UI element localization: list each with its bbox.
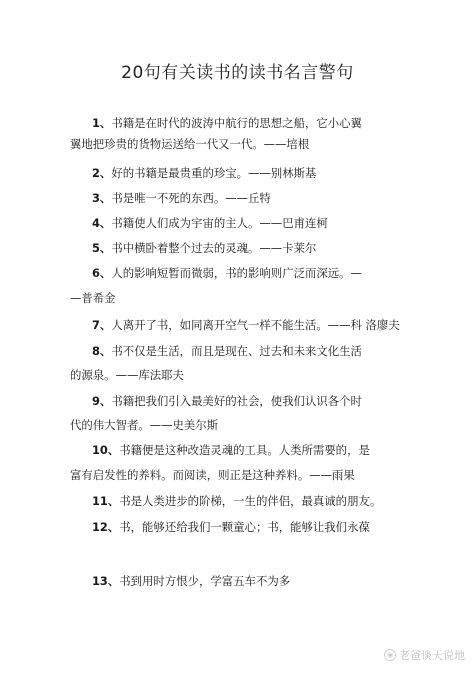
quote-8-line-1: 8、书不仅是生活，而且是现在、过去和未来文化生活 xyxy=(92,344,362,358)
quote-6-line-2: —普希金 xyxy=(70,291,116,305)
quote-number: 3、 xyxy=(92,191,112,205)
quote-number: 13、 xyxy=(92,574,120,588)
quote-11: 11、书是人类进步的阶梯，一生的伴侣，最真诚的朋友。 xyxy=(92,494,382,508)
quote-13: 13、书到用时方恨少，学富五车不为多 xyxy=(92,574,291,588)
quote-4: 4、书籍使人们成为宇宙的主人。——巴甫连柯 xyxy=(92,216,328,230)
watermark-text: 老爸谈天说地 xyxy=(399,649,465,662)
quote-8-line-2: 的源泉。——库法耶夫 xyxy=(70,368,184,382)
quote-10-line-2: 富有启发性的养料。而阅读，则正是这种养料。——雨果 xyxy=(70,468,355,482)
quote-number: 5、 xyxy=(92,241,112,255)
quote-9-line-1: 9、书籍把我们引入最美好的社会，使我们认识各个时 xyxy=(92,394,362,408)
quote-number: 9、 xyxy=(92,394,112,408)
quote-1-line-2: 翼地把珍贵的货物运送给一代又一代。——培根 xyxy=(70,137,310,151)
quote-7: 7、人离开了书，如同离开空气一样不能生活。——科 洛廖夫 xyxy=(92,318,400,332)
quote-6-line-1: 6、人的影响短暂而微弱，书的影响则广泛而深远。— xyxy=(92,266,362,280)
quote-number: 10、 xyxy=(92,443,120,457)
watermark xyxy=(384,647,465,663)
quote-number: 6、 xyxy=(92,266,112,280)
quote-number: 7、 xyxy=(92,318,112,332)
quote-10-line-1: 10、书籍便是这种改造灵魂的工具。人类所需要的，是 xyxy=(92,443,370,457)
watermark-logo-icon: ◉ xyxy=(384,649,396,661)
quote-number: 1、 xyxy=(92,116,112,130)
quote-number: 11、 xyxy=(92,494,120,508)
quote-1-line-1: 1、书籍是在时代的波涛中航行的思想之船，它小心翼 xyxy=(92,116,362,130)
quote-9-line-2: 代的伟大智者。——史美尔斯 xyxy=(70,418,219,432)
quote-3: 3、书是唯一不死的东西。——丘特 xyxy=(92,191,271,205)
quote-number: 4、 xyxy=(92,216,112,230)
quote-number: 8、 xyxy=(92,344,112,358)
quote-2: 2、好的书籍是最贵重的珍宝。——别林斯基 xyxy=(92,166,317,180)
page-title: 20句有关读书的读书名言警句 xyxy=(121,63,354,83)
quote-number: 2、 xyxy=(92,166,112,180)
quote-number: 12、 xyxy=(92,520,120,534)
quote-5: 5、书中横卧着整个过去的灵魂。——卡莱尔 xyxy=(92,241,317,255)
quote-12: 12、书，能够还给我们一颗童心；书，能够让我们永葆 xyxy=(92,520,370,534)
